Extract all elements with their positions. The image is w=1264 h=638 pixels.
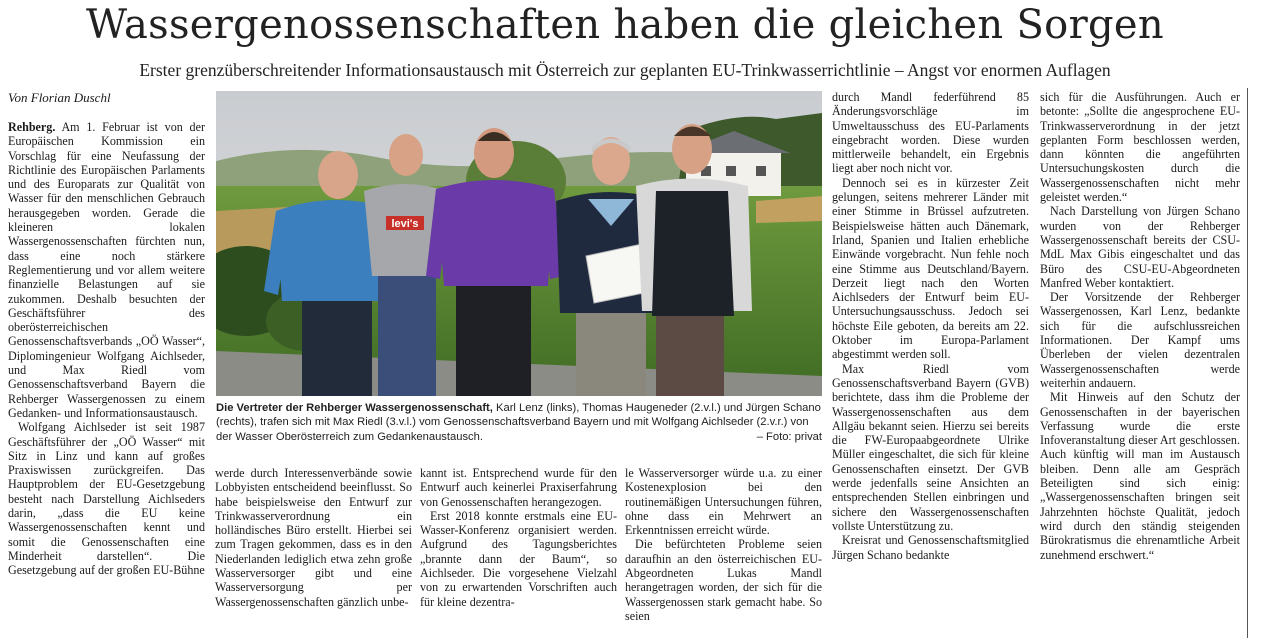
lead-text: Am 1. Februar ist von der Europäischen Kommission ein Vorschlag für eine Neufassung der Richtlinie des Europäischen Parlaments und des Europarats zur Qualität von Wasser für den menschlichen Gebrauch herausgegeben worden. Gerade die kleineren lokalen Wassergenossenschaften fürchten nun, dass eine noch stärkere Reglementierung und vor allem weitere finanzielle Belastungen auf sie zukommen. Deshalb besuchten der Geschäftsführer des oberösterreichischen Genossenschaftsverbands „OÖ Wasser“, Diplomingenieur Wolfgang Aichlseder, und Max Riedl vom Genossenschaftsverband Bayern die Rehberger Wassergenossen zu einem Gedanken- und Informationsaustausch. [8, 120, 205, 420]
article-photo [216, 91, 822, 396]
article-column-3 [420, 466, 617, 638]
paragraph: Dennoch sei es in kürzester Zeit gelungen, seitens mehrerer Länder mit einer Stimme in Brüssel aufzutreten. Beispielsweise hätten auch Dänemark, Irland, Spanien und Italien erhebliche Einwände vorgebracht. Nun fehle noch eine Stimme aus Deutschland/Bayern. Derzeit liegt nach den Worten Aichlseders der Entwurf beim EU-Untersuchungsausschuss. Jedoch sei höchste Eile geboten, da bereits am 22. Oktober im Europa-Parlament abgestimmt werden soll. [832, 175, 1029, 362]
article-column-5 [832, 90, 1029, 638]
shirt-logo: levi's [391, 218, 419, 230]
subheadline: Erster grenzüberschreitender Informationsaustausch mit Österreich zur geplanten EU-Trinkwasserrichtlinie – Angst vor enormen Auflagen [139, 60, 1111, 80]
paragraph: Kreisrat und Genossenschaftsmitglied Jürgen Schano bedankte [832, 533, 1029, 562]
paragraph: Die befürchteten Probleme seien daraufhin an den österreichischen EU-Abgeordneten Lukas Mandl herangetragen worden, der sich für die Wassergenossen stark gemacht habe. So seien [625, 537, 822, 623]
paragraph: Mit Hinweis auf den Schutz der Genossenschaften in der bayerischen Verfassung wurde die erste Infoveranstaltung dieser Art geschlossen. Auch künftig will man im Austausch bleiben. Denn alle am Gespräch Beteiligten sind sich einig: „Wassergenossenschaften bringen seit Jahrzehnten höchste Qualität, jedoch wird durch den ständig steigenden Bürokratismus die ehrenamtliche Arbeit zunehmend erschwert.“ [1040, 390, 1240, 562]
group-photo-image [216, 91, 822, 396]
photo-credit: – Foto: privat [756, 430, 822, 443]
dateline: Rehberg. [8, 120, 56, 134]
article-column-4 [625, 466, 822, 638]
photo-caption [216, 401, 822, 453]
paragraph: durch Mandl federführend 85 Änderungsvorschläge im Umweltausschuss des EU-Parlaments eingebracht worden. Diese wurden mittlerweile behandelt, ein Ergebnis liegt aber noch nicht vor. [832, 90, 1029, 176]
paragraph: kannt ist. Entsprechend wurde für den Entwurf auch keinerlei Praxiserfahrung von Genossenschaften herangezogen. [420, 466, 617, 509]
paragraph: Max Riedl vom Genossenschaftsverband Bayern (GVB) berichtete, dass ihm die Probleme der Wassergenossenschaften aus dem Allgäu bekannt seien. Hierzu sei bereits die FW-Europaabgeordnete Ulrike Müller eingeschaltet, die sich für kleine Genossenschaften einsetzt. Der GVB werde jedenfalls seine Ansichten an entsprechenden Stellen einbringen und sichere den Wassergenossenschaften vollste Unterstützung zu. [832, 361, 1029, 533]
paragraph: le Wasserversorger würde u.a. zu einer Kostenexplosion bei den routinemäßigen Untersuchungen führen, ohne dass ein Mehrwert an Erkenntnissen erreicht würde. [625, 466, 822, 538]
paragraph: Wolfgang Aichlseder ist seit 1987 Geschäftsführer der „OÖ Wasser“ mit Sitz in Linz und kann auf großes Praxiswissen zurückgreifen. Das Hauptproblem der EU-Gesetzgebung besteht nach Darstellung Aichlseders darin, „dass die EU keine Wassergenossenschaften kennt und somit die Genossenschaften eine Minderheit darstellen“. Die Gesetzgebung auf der großen EU-Bühne [8, 420, 205, 578]
article-column-2 [215, 466, 412, 638]
paragraph: Der Vorsitzende der Rehberger Wassergenossen, Karl Lenz, bedankte sich für die aufschlussreichen Informationen. Der Kampf ums Überleben der vielen dezentralen Wassergenossenschaften werde weiterhin andauern. [1040, 290, 1240, 390]
paragraph: Erst 2018 konnte erstmals eine EU-Wasser-Konferenz organisiert werden. Aufgrund des Tagungsberichtes „brannte dann der Baum“, so Aichlseder. Die vorgesehene Vielzahl von zu erwartenden Vorschriften auch für kleine dezentra- [420, 508, 617, 609]
headline: Wassergenossenschaften haben die gleichen Sorgen [86, 2, 1164, 48]
byline: Von Florian Duschl [8, 90, 111, 105]
article-column-6 [1040, 90, 1240, 638]
paragraph: werde durch Interessenverbände sowie Lobbyisten entscheidend beeinflusst. So habe beispielsweise den Entwurf zur Trinkwasserverordnung ein holländisches Büro erstellt. Hierbei sei zum Tragen gekommen, dass es in den Niederlanden lediglich etwa zehn große Wasserversorger gibt und eine Wasserversorgung per Wassergenossenschaften gänzlich unbe- [215, 466, 412, 609]
column-rule [1247, 88, 1248, 638]
lead-paragraph [8, 120, 205, 420]
caption-lead: Die Vertreter der Rehberger Wassergenossenschaft, [216, 402, 493, 414]
paragraph: Nach Darstellung von Jürgen Schano wurden von der Rehberger Wassergenossenschaft bereits der CSU-MdL Max Gibis eingeschaltet und das Büro des CSU-EU-Abgeordneten Manfred Weber kontaktiert. [1040, 204, 1240, 290]
caption-text: Karl Lenz (links), Thomas Haugeneder (2.v.l.) und Jürgen Schano (rechts), trafen sich mit Max Riedl (3.v.l.) vom Genossenschaftsverband Bayern und mit Wolfgang Aichlseder (2.v.r.) von der Wasser Oberösterreich zum Gedankenaustausch. [216, 402, 821, 443]
paragraph: sich für die Ausführungen. Auch er betonte: „Sollte die angesprochene EU-Trinkwasserverordnung in der jetzt geplanten Form beschlossen werden, dann könnten die angeführten Untersuchungskosten durch die Wassergenossenschaften nicht mehr geleistet werden.“ [1040, 90, 1240, 205]
article-column-1 [8, 120, 205, 638]
